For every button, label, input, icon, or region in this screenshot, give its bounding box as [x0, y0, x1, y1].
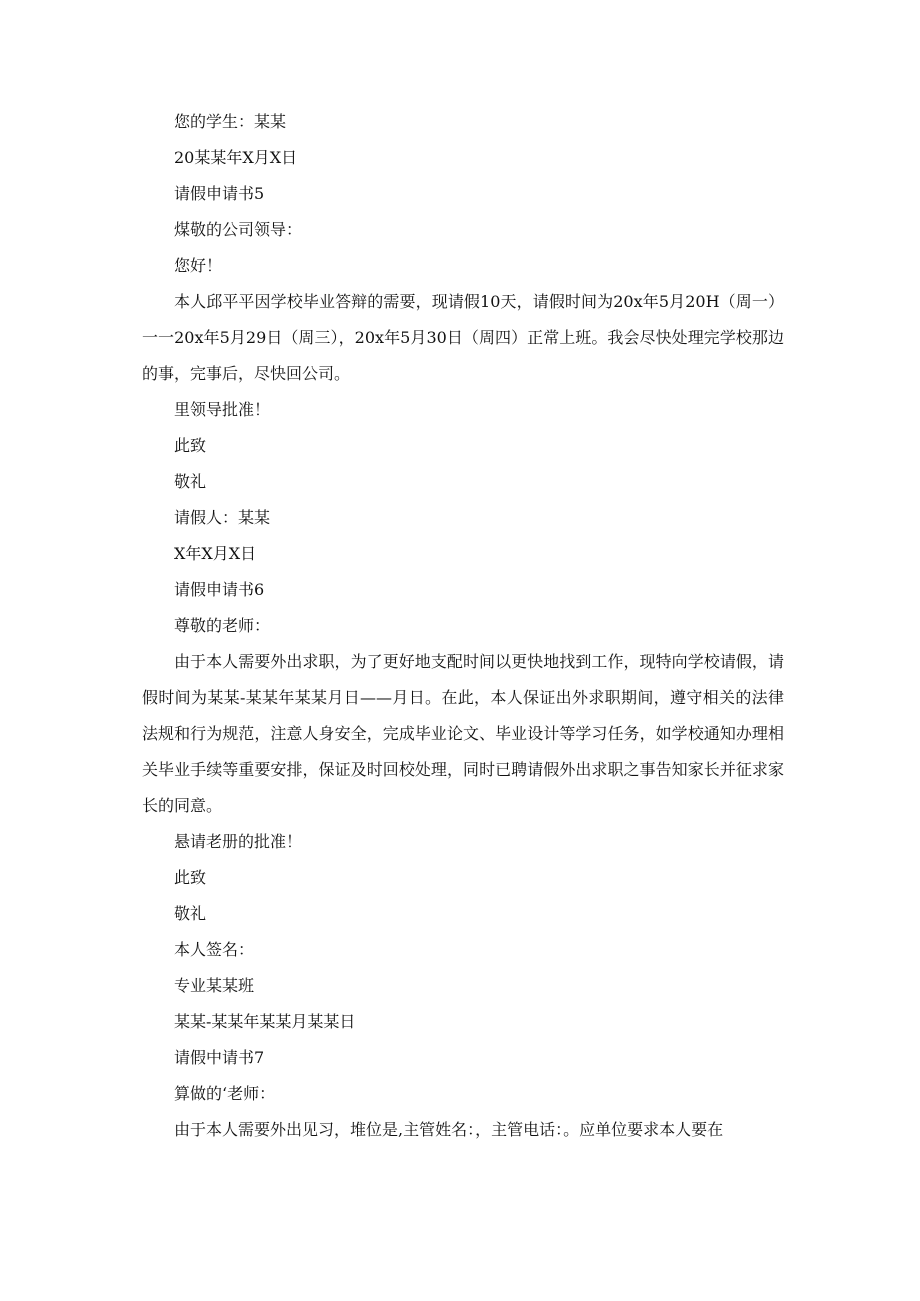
salutation: 尊敬的老师：	[174, 616, 271, 635]
date-line: X年X月X日	[174, 544, 257, 563]
body-paragraph: 由于本人需要外出求职，为了更好地支配时间以更快地找到工作，现特向学校请假，请假时间为某某-某某年某某月日——月日。在此，本人保证出外求职期间，遵守相关的法律法规和行为规范，注意人身安全，完成毕业论文、毕业设计等学习任务，如学校通知办理相关毕业手续等重要安排，保证及时回校处理，同时已聘请假外出求职之事告知家长并征求家长的同意。	[142, 652, 784, 815]
document-body	[142, 104, 784, 1148]
closing-line: 此致	[174, 436, 207, 455]
signature-line: 请假人：某某	[174, 508, 271, 527]
closing-line: 此致	[174, 868, 207, 887]
signature-line: 本人签名：	[174, 940, 255, 959]
body-paragraph: 本人邱平平因学校毕业答辩的需要，现请假10天，请假时间为20x年5月20H（周一）一一20x年5月29日（周三），20x年5月30日（周四）正常上班。我会尽快处理完学校那边的事，完事后，尽快回公司。	[142, 292, 784, 383]
closing-line: 敬礼	[174, 904, 207, 923]
salutation: 算做的‘老师：	[174, 1084, 276, 1103]
salutation: 煤敬的公司领导：	[174, 220, 303, 239]
request-line: 里领导批准！	[174, 400, 271, 419]
section-title-7: 请假中请书7	[174, 1048, 265, 1067]
date-line: 20某某年X月X日	[174, 148, 298, 167]
class-line: 专业某某班	[174, 976, 255, 995]
greeting: 您好！	[174, 256, 223, 275]
body-paragraph: 由于本人需要外出见习，堆位是,主管姓名：，主管电话：。应单位要求本人要在	[174, 1120, 724, 1139]
date-line: 某某-某某年某某月某某日	[174, 1012, 356, 1031]
closing-line: 敬礼	[174, 472, 207, 491]
section-title-5: 请假申请书5	[174, 184, 265, 203]
request-line: 悬请老册的批准！	[174, 832, 303, 851]
signature-line: 您的学生：某某	[174, 112, 287, 131]
section-title-6: 请假申请书6	[174, 580, 265, 599]
